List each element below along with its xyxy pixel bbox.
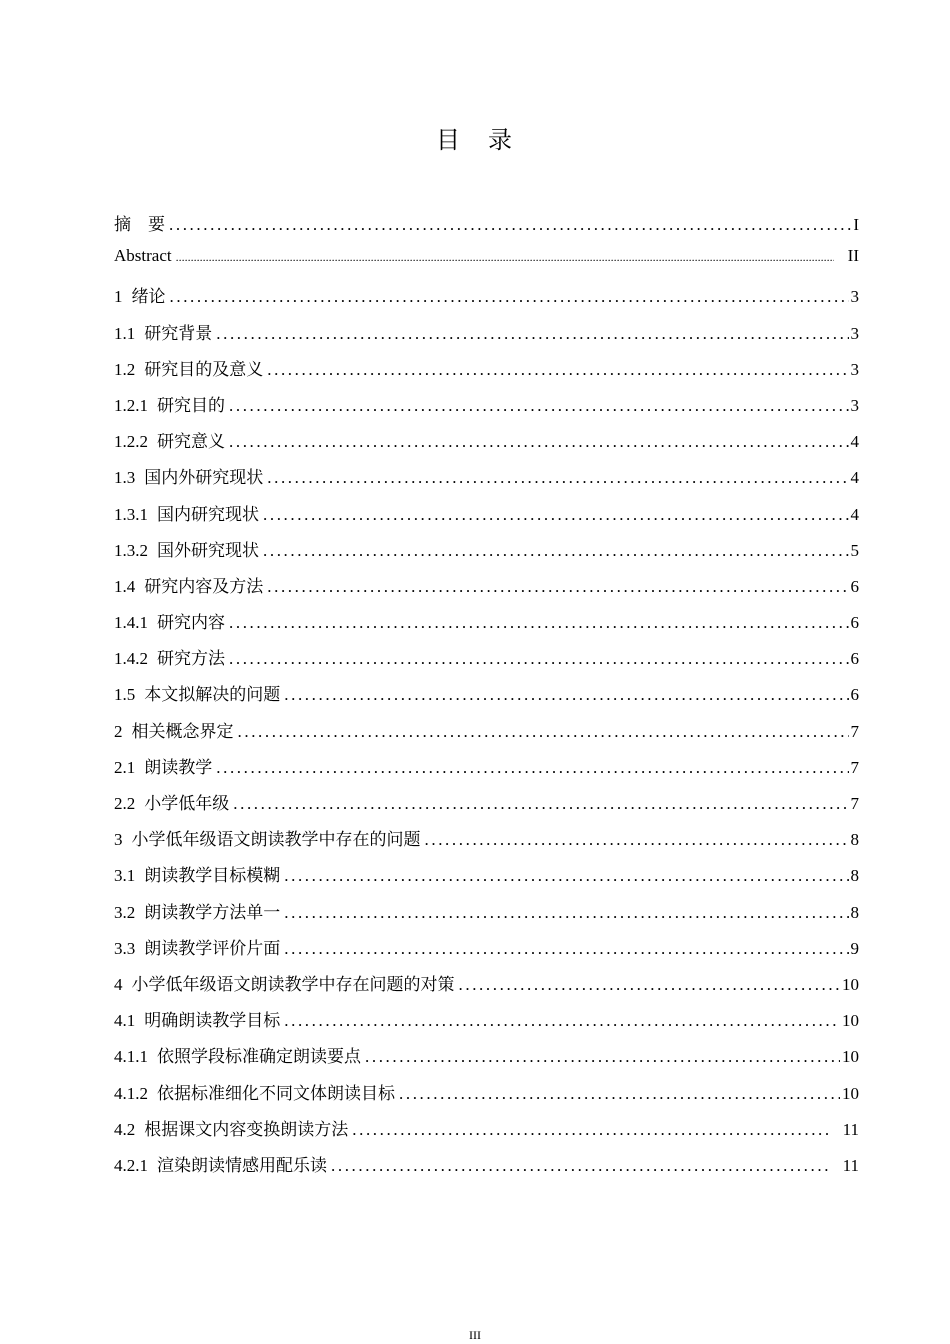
toc-entry[interactable]: [114, 644, 859, 680]
toc-leader-dots: [229, 432, 849, 452]
toc-entry-text: 朗读教学评价片面: [144, 938, 281, 958]
toc-entry[interactable]: [114, 825, 859, 861]
toc-entry-label: [114, 861, 280, 886]
toc-entry-page: 7: [850, 794, 859, 813]
toc-entry-page: 4: [850, 468, 859, 488]
toc-entry-number: 3.2: [114, 902, 136, 922]
toc-entry-label: [114, 717, 234, 742]
toc-leader-dots: [176, 250, 834, 265]
toc-entry-label: [114, 536, 259, 561]
toc-leader-dots: [170, 287, 849, 307]
toc-entry-page: 8: [850, 902, 859, 922]
toc-entry-page: II: [847, 246, 859, 266]
toc-entry-number: 1.1: [114, 323, 136, 343]
toc-entry-label: [114, 680, 280, 705]
toc-entry[interactable]: [114, 319, 859, 355]
toc-entry[interactable]: [114, 753, 859, 789]
toc-entry-page: 10: [842, 974, 859, 994]
toc-leader-dots: [284, 1011, 840, 1031]
toc-leader-dots: [284, 939, 848, 959]
toc-entry-text: 研究内容: [157, 613, 225, 633]
toc-entry-page: 11: [842, 1119, 859, 1139]
table-of-contents: [114, 210, 859, 1187]
toc-entry-text: 小学低年级语文朗读教学中存在的问题: [131, 830, 421, 850]
toc-entry[interactable]: [114, 970, 859, 1006]
toc-leader-dots: [229, 649, 849, 669]
toc-entry-number: 3.3: [114, 938, 136, 958]
page-title: 目 录: [436, 128, 514, 154]
toc-entry-text: 相关概念界定: [131, 721, 234, 741]
toc-entry-number: 1.3.2: [114, 540, 148, 560]
toc-entry-text: 根据课文内容变换朗读方法: [144, 1119, 349, 1139]
toc-entry-label: [114, 1079, 395, 1104]
toc-entry-page: 7: [850, 721, 859, 741]
toc-entry-label: [114, 1151, 327, 1176]
toc-entry-text: Abstract: [114, 246, 172, 266]
toc-entry-label: [114, 427, 225, 452]
toc-entry-label: [114, 463, 263, 488]
toc-entry-text: 绪论: [131, 287, 166, 307]
toc-entry-label: [114, 753, 212, 778]
toc-entry-label: [114, 355, 263, 380]
toc-leader-dots: [216, 758, 848, 778]
toc-entry[interactable]: [114, 1042, 859, 1078]
toc-entry[interactable]: [114, 789, 859, 825]
toc-entry-label: [114, 825, 421, 850]
toc-entry[interactable]: [114, 898, 859, 934]
toc-entry-page: 4: [850, 432, 859, 452]
toc-entry[interactable]: [114, 427, 859, 463]
toc-entry-page: 3: [850, 359, 859, 379]
toc-entry-text: 研究目的: [157, 395, 225, 415]
toc-entry-text: 朗读教学: [144, 757, 213, 777]
toc-entry-number: 1.2.2: [114, 432, 148, 452]
toc-entry-page: 6: [850, 576, 859, 596]
toc-leader-dots: [233, 794, 848, 814]
toc-entry[interactable]: [114, 861, 859, 897]
toc-entry-text: 摘 要: [114, 215, 165, 234]
toc-entry[interactable]: [114, 500, 859, 536]
toc-entry-number: 2: [114, 721, 123, 741]
toc-entry-number: 3.1: [114, 866, 136, 886]
toc-entry-page: 9: [850, 938, 859, 958]
toc-entry-label: [114, 500, 259, 525]
toc-leader-dots: [331, 1156, 829, 1176]
toc-entry-text: 朗读教学目标模糊: [144, 866, 281, 886]
toc-entry-number: 4.2.1: [114, 1155, 148, 1175]
toc-entry[interactable]: [114, 608, 859, 644]
toc-entry-number: 1.4: [114, 576, 136, 596]
toc-entry-page: 10: [842, 1083, 859, 1103]
toc-entry-page: I: [853, 215, 859, 234]
toc-entry-text: 研究意义: [157, 432, 225, 452]
toc-entry-label: [114, 1115, 348, 1140]
toc-entry-label: [114, 970, 455, 995]
toc-entry-text: 国内外研究现状: [144, 468, 264, 488]
toc-entry-label: [114, 1006, 280, 1031]
toc-entry-number: 1.4.2: [114, 649, 148, 669]
toc-entry-number: 4.2: [114, 1119, 136, 1139]
toc-entry[interactable]: [114, 391, 859, 427]
toc-leader-dots: [365, 1047, 840, 1067]
toc-entry-number: 3: [114, 830, 123, 850]
toc-entry-page: 4: [850, 504, 859, 524]
toc-entry-label: [114, 934, 280, 959]
toc-entry-label: [114, 608, 225, 633]
toc-leader-dots: [263, 541, 849, 561]
toc-entry-page: 6: [850, 649, 859, 669]
toc-entry-page: 6: [850, 613, 859, 633]
toc-entry-label: [114, 391, 225, 416]
toc-entry-page: 3: [850, 395, 859, 415]
toc-leader-dots: [425, 830, 849, 850]
toc-entry-number: 4.1: [114, 1011, 136, 1031]
toc-entry-text: 研究背景: [144, 323, 213, 343]
toc-entry-label: [114, 572, 263, 597]
toc-leader-dots: [229, 613, 849, 633]
toc-entry-text: 小学低年级语文朗读教学中存在问题的对策: [131, 974, 455, 994]
toc-leader-dots: [284, 903, 848, 923]
page-number: III: [469, 1328, 481, 1342]
toc-entry[interactable]: [114, 680, 859, 716]
toc-entry-text: 本文拟解决的问题: [144, 685, 281, 705]
toc-entry-page: 11: [842, 1155, 859, 1175]
toc-entry-text: 研究内容及方法: [144, 576, 264, 596]
toc-entry[interactable]: [114, 934, 859, 970]
toc-entry-text: 国外研究现状: [157, 540, 259, 560]
toc-leader-dots: [238, 722, 849, 742]
toc-entry-abstract-cn[interactable]: [114, 210, 859, 246]
toc-entry-page: 10: [842, 1047, 859, 1067]
toc-leader-dots: [267, 468, 848, 488]
toc-entry-page: 3: [850, 323, 859, 343]
toc-entry-number: 1.3.1: [114, 504, 148, 524]
toc-leader-dots: [267, 360, 848, 380]
toc-entry-page: 8: [850, 866, 859, 886]
toc-entry[interactable]: [114, 572, 859, 608]
toc-leader-dots: [267, 577, 848, 597]
toc-leader-dots: [263, 505, 849, 525]
toc-entry-text: 明确朗读教学目标: [144, 1011, 281, 1031]
toc-entry[interactable]: [114, 1115, 859, 1151]
toc-entry[interactable]: [114, 282, 859, 318]
toc-entry[interactable]: [114, 1079, 859, 1115]
toc-entry-page: 5: [850, 540, 859, 560]
toc-entry-number: 1.4.1: [114, 613, 148, 633]
toc-leader-dots: [352, 1120, 828, 1140]
toc-entry-number: 4.1.2: [114, 1083, 148, 1103]
toc-leader-dots: [229, 396, 849, 416]
toc-entry-text: 渲染朗读情感用配乐读: [157, 1155, 327, 1175]
toc-entry[interactable]: [114, 355, 859, 391]
toc-leader-dots: [284, 685, 848, 705]
toc-entry-number: 1.3: [114, 468, 136, 488]
toc-entry-text: 朗读教学方法单一: [144, 902, 281, 922]
toc-entry-abstract-en[interactable]: [114, 246, 859, 282]
toc-entry-number: 1.5: [114, 685, 136, 705]
toc-entry-number: 2.2: [114, 794, 136, 813]
toc-entry[interactable]: [114, 717, 859, 753]
toc-leader-dots: [169, 215, 851, 235]
toc-entry-label: [114, 789, 229, 814]
toc-entry-label: [114, 210, 165, 235]
toc-entry-text: 国内研究现状: [157, 504, 259, 524]
toc-entry-label: [114, 319, 212, 344]
toc-entry-text: 研究目的及意义: [144, 359, 264, 379]
toc-leader-dots: [459, 975, 841, 995]
toc-entry-label: [114, 282, 166, 307]
toc-entry[interactable]: [114, 1006, 859, 1042]
toc-leader-dots: [399, 1084, 840, 1104]
toc-entry-number: 1.2.1: [114, 395, 148, 415]
toc-leader-dots: [216, 324, 848, 344]
toc-entry-page: 3: [850, 287, 859, 307]
toc-entry-text: 依据标准细化不同文体朗读目标: [157, 1083, 395, 1103]
toc-entry-text: 研究方法: [157, 649, 225, 669]
toc-entry-text: 依照学段标准确定朗读要点: [157, 1047, 361, 1067]
toc-entry-number: 4.1.1: [114, 1047, 148, 1067]
toc-entry-label: [114, 644, 225, 669]
toc-entry-page: 10: [842, 1011, 859, 1031]
toc-entry-number: 4: [114, 974, 123, 994]
toc-entry-number: 1.2: [114, 359, 136, 379]
toc-entry[interactable]: [114, 536, 859, 572]
toc-entry-label: [114, 898, 280, 923]
toc-entry-page: 6: [850, 685, 859, 705]
toc-entry[interactable]: [114, 463, 859, 499]
toc-entry-label: [114, 246, 172, 266]
toc-leader-dots: [284, 866, 848, 886]
toc-entry-number: 2.1: [114, 757, 136, 777]
toc-entry-number: 1: [114, 287, 123, 307]
toc-entry-label: [114, 1042, 361, 1067]
toc-entry-page: 7: [850, 757, 859, 777]
toc-entry-text: 小学低年级: [144, 794, 230, 813]
toc-entry-page: 8: [850, 830, 859, 850]
toc-entry[interactable]: [114, 1151, 859, 1187]
